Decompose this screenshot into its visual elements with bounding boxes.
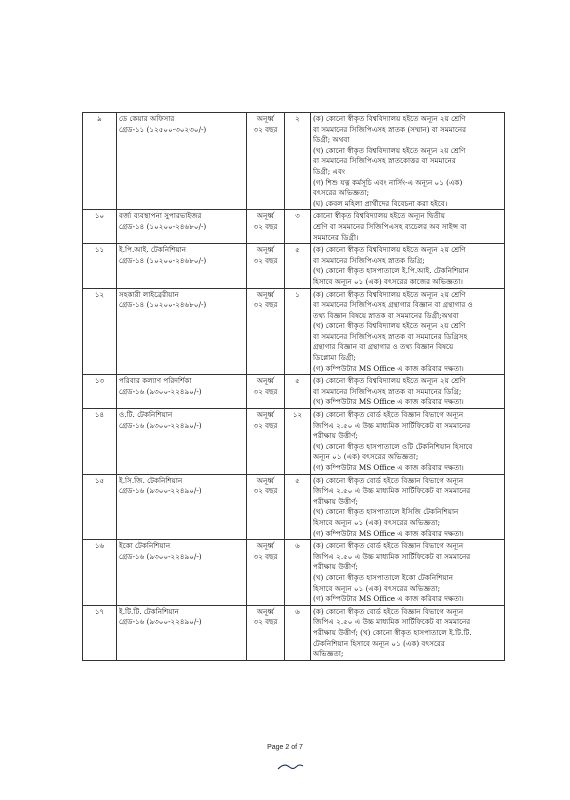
cell-line: ৩২ বছর — [253, 124, 278, 134]
cell-line: বা সমমানের সিজিপিএসহ স্নাতক বা সমমানের ডিগ্রিসহ — [313, 331, 468, 341]
table-row — [83, 540, 505, 606]
cell-line: পরীক্ষায় উত্তীর্ণ; — [313, 496, 358, 506]
cell-line: বৎসরের অভিজ্ঞতা; — [313, 188, 370, 198]
cell-line: (ঘ) কেবল মহিলা প্রার্থীদের বিবেচনা করা হইবে। — [313, 198, 448, 208]
job-requirements-table — [82, 112, 505, 661]
cell-line: ডে কেয়ার অফিসার — [119, 114, 175, 123]
cell-line: গ্রেড-১৬ (৯৩০০-২২৪৯০/-) — [119, 551, 202, 561]
cell-line: গ্রেড-১৪ (১০২০০-২৪৬৮০/-) — [119, 300, 207, 310]
table-row — [83, 210, 505, 244]
cell-line: গ্রেড-১৬ (৯৩০০-২২৪৯০/-) — [119, 617, 202, 627]
cell-line: বা সমমানের সিজিপিএসহ স্নাতক ডিগ্রি; — [313, 255, 425, 265]
cell-line: ডিপ্লোমা ডিগ্রী; — [313, 353, 356, 363]
cell-line: ই.পি.আই. টেকনিশিয়ান — [119, 245, 187, 255]
cell-line: বর্জ্য ব্যবস্থাপনা সুপারভাইজর — [119, 211, 202, 221]
page-footer: Page 2 of 7 — [267, 744, 303, 751]
cell-line: পরিবার কল্যাণ পরিদর্শিকা — [119, 376, 192, 386]
cell-line: (খ) কোনো স্বীকৃত হাসপাতালে ইকো টেকনিশিয়ান — [313, 572, 454, 582]
cell-line: (গ) কম্পিউটার MS Office এ কাজ করিবার দক্ষতা। — [313, 594, 464, 604]
qualification-cell — [311, 113, 505, 210]
cell-line: বা সমমানের সিজিপিএসহ স্নাতক বা সমমানের ডিগ্রি; — [313, 386, 462, 396]
cell-line: (ক) কোনো স্বীকৃত বিশ্ববিদ্যালয় হইতে অন্যূন ২য় শ্রেণি — [313, 245, 466, 255]
table-row — [83, 288, 505, 375]
cell-line: গ্রেড-১৬ (৯৩০০-২২৪৯০/-) — [119, 386, 202, 396]
cell-line: ইকো টেকনিশিয়ান — [119, 541, 171, 551]
qualification-cell — [311, 540, 505, 606]
cell-line: ৩২ বছর — [253, 551, 278, 561]
cell-line: (গ) শিশু যত্ন কর্মসূচি এবং নার্সিং-এ অন্যূন ০১ (এক) — [313, 177, 463, 187]
cell-line: সহকারী লাইব্রেরীয়ান — [119, 289, 179, 299]
cell-line: ৩২ বছর — [253, 486, 278, 496]
cell-line: জিপিএ ২.৫০ এ উচ্চ মাধ্যমিক সার্টিফিকেট বা সমমানের — [313, 420, 471, 430]
cell-line: (খ) কম্পিউটার MS Office এ কাজ করিবার দক্ষতা। — [313, 397, 464, 407]
cell-line: অনূর্ধ্ব — [256, 245, 275, 255]
table-row — [83, 474, 505, 540]
cell-line: (গ) কম্পিউটার MS Office এ কাজ করিবার দক্ষতা। — [313, 528, 464, 538]
serial-number-cell: ৯ — [83, 113, 117, 210]
cell-line: অনূর্ধ্ব — [256, 475, 275, 485]
age-limit-cell — [247, 474, 285, 540]
cell-line: ৩২ বছর — [253, 221, 278, 231]
cell-line: (ক) কোনো স্বীকৃত বোর্ড হইতে বিজ্ঞান বিভাগে অন্যূন — [313, 475, 464, 485]
cell-line: অনূর্ধ্ব — [256, 211, 275, 221]
cell-line: হিসাবে অন্যূন ০১ (এক) বৎসরের অভিজ্ঞতা; — [313, 517, 441, 527]
age-limit-cell — [247, 288, 285, 375]
cell-line: জিপিএ ২.৫০ এ উচ্চ মাধ্যমিক সার্টিফিকেট বা সমমানের — [313, 551, 471, 561]
age-limit-cell — [247, 540, 285, 606]
cell-line: ডিগ্রী; এবং — [313, 166, 346, 176]
age-limit-cell — [247, 409, 285, 475]
serial-number-cell: ১২ — [83, 288, 117, 375]
post-count-cell: ৬ — [285, 540, 311, 606]
cell-line: পরীক্ষায় উত্তীর্ণ; — [313, 562, 358, 572]
table-row — [83, 113, 505, 210]
cell-line: (গ) কম্পিউটার MS Office এ কাজ করিবার দক্ষতা। — [313, 463, 464, 472]
cell-line: (খ) কোনো স্বীকৃত বিশ্ববিদ্যালয় হইতে অন্যূন ২য় শ্রেণি — [313, 145, 466, 155]
post-name-cell — [117, 210, 247, 244]
post-name-cell — [117, 409, 247, 475]
age-limit-cell — [247, 210, 285, 244]
cell-line: (ক) কোনো স্বীকৃত বিশ্ববিদ্যালয় হইতে অন্যূন ২য় শ্রেণি — [313, 376, 466, 386]
post-count-cell: ৬ — [285, 605, 311, 660]
cell-line: ও.টি. টেকনিশিয়ান — [119, 410, 173, 420]
cell-line: সমমানের ডিগ্রী। — [313, 232, 359, 242]
cell-line: গ্রেড-১৪ (১০২০০-২৪৬৮০/-) — [119, 255, 207, 265]
cell-line: জিপিএ ২.৫০ এ উচ্চ মাধ্যমিক সার্টিফিকেট বা সমমানের — [313, 617, 471, 627]
cell-line: ডিগ্রী; অথবা — [313, 135, 350, 145]
cell-line: গ্রেড-১৪ (১০২০০-২৪৬৮০/-) — [119, 221, 207, 231]
cell-line: ৩২ বছর — [253, 617, 278, 627]
post-name-cell — [117, 540, 247, 606]
qualification-cell — [311, 605, 505, 660]
post-count-cell: ২ — [285, 113, 311, 210]
cell-line: (গ) কম্পিউটার MS Office এ কাজ করিবার দক্ষতা। — [313, 363, 464, 373]
serial-number-cell: ১৪ — [83, 409, 117, 475]
cell-line: হিসাবে অন্যূন ০১ (এক) বৎসরের কাজের অভিজ্ঞতা। — [313, 276, 463, 286]
cell-line: জিপিএ ২.৫০ এ উচ্চ মাধ্যমিক সার্টিফিকেট বা সমমানের — [313, 486, 471, 496]
serial-number-cell: ১১ — [83, 244, 117, 288]
cell-line: অনূর্ধ্ব — [256, 376, 275, 386]
table-row — [83, 409, 505, 475]
cell-line: হিসাবে অন্যূন ০১ (এক) বৎসরের অভিজ্ঞতা; — [313, 583, 441, 593]
cell-line: (ক) কোনো স্বীকৃত বিশ্ববিদ্যালয় হইতে অন্যূন ২য় শ্রেণি — [313, 289, 466, 299]
cell-line: গ্রন্থাগার বিজ্ঞান বা গ্রন্থাগার ও তথ্য বিজ্ঞান বিষয়ে — [313, 342, 454, 352]
qualification-cell — [311, 375, 505, 409]
cell-line: ই.টি.টি. টেকনিশিয়ান — [119, 606, 179, 616]
cell-line: (ক) কোনো স্বীকৃত বোর্ড হইতে বিজ্ঞান বিভাগে অন্যূন — [313, 606, 464, 616]
cell-line: কোনো স্বীকৃত বিশ্ববিদ্যালয় হইতে অন্যূন দ্বিতীয় — [313, 211, 446, 221]
cell-line: বা সমমানের সিজিপিএসহ স্নাতকোত্তর বা সমমানের — [313, 156, 456, 166]
qualification-cell — [311, 288, 505, 375]
cell-line: (খ) কোনো স্বীকৃত হাসপাতালে ওটি টেকনিশিয়ান হিসাবে — [313, 441, 473, 451]
age-limit-cell — [247, 113, 285, 210]
qualification-cell — [311, 474, 505, 540]
cell-line: শ্রেণি বা সমমানের সিজিপিএসহ ব্যচেলর অব সাইন্স বা — [313, 221, 467, 231]
age-limit-cell — [247, 375, 285, 409]
post-name-cell — [117, 288, 247, 375]
serial-number-cell: ১৬ — [83, 540, 117, 606]
qualification-cell — [311, 409, 505, 475]
post-count-cell: ১২ — [285, 409, 311, 475]
cell-line: ৩২ বছর — [253, 300, 278, 310]
post-count-cell: ৫ — [285, 375, 311, 409]
cell-line: ৩২ বছর — [253, 255, 278, 265]
cell-line: বা সমমানের সিজিপিএসহ গ্রন্থাগার বিজ্ঞান বা গ্রন্থাগার ও — [313, 300, 473, 310]
cell-line: (ক) কোনো স্বীকৃত বোর্ড হইতে বিজ্ঞান বিভাগে অন্যূন — [313, 410, 464, 420]
post-name-cell — [117, 244, 247, 288]
cell-line: (খ) কোনো স্বীকৃত হাসপাতালে ই.পি.আই. টেকনিশিয়ান — [313, 266, 469, 276]
cell-line: অনূর্ধ্ব — [256, 410, 275, 420]
cell-line: (ক) কোনো স্বীকৃত বোর্ড হইতে বিজ্ঞান বিভাগে অন্যূন — [313, 541, 464, 551]
age-limit-cell — [247, 605, 285, 660]
table-row — [83, 244, 505, 288]
cell-line: গ্রেড-১৬ (৯৩০০-২২৪৯০/-) — [119, 420, 202, 430]
signature-mark — [276, 760, 304, 774]
cell-line: অনূর্ধ্ব — [256, 114, 275, 123]
post-name-cell — [117, 113, 247, 210]
serial-number-cell: ১০ — [83, 210, 117, 244]
cell-line: টেকনিশিয়ান হিসাবে অন্যূন ০১ (এক) বৎসরের — [313, 638, 445, 648]
post-count-cell: ৫ — [285, 244, 311, 288]
cell-line: পরীক্ষায় উত্তীর্ণ; (খ) কোনো স্বীকৃত হাসপাতালে ই.টি.টি. — [313, 627, 472, 637]
cell-line: (ক) কোনো স্বীকৃত বিশ্ববিদ্যালয় হইতে অন্যূন ২য় শ্রেণি — [313, 114, 466, 123]
serial-number-cell: ১৭ — [83, 605, 117, 660]
serial-number-cell: ১৩ — [83, 375, 117, 409]
cell-line: (খ) কোনো স্বীকৃত হাসপাতালে ইসিজি টেকনিশিয়ান — [313, 507, 459, 517]
cell-line: ই.সি.জি. টেকনিশিয়ান — [119, 475, 183, 485]
qualification-cell — [311, 210, 505, 244]
post-name-cell — [117, 605, 247, 660]
cell-line: গ্রেড-১১ (১২৫০০-৩০২৩০/-) — [119, 124, 207, 134]
age-limit-cell — [247, 244, 285, 288]
qualification-cell — [311, 244, 505, 288]
cell-line: বা সমমানের সিজিপিএসহ স্নাতক (সম্মান) বা সমমানের — [313, 124, 467, 134]
cell-line: অনূর্ধ্ব — [256, 606, 275, 616]
post-name-cell — [117, 474, 247, 540]
cell-line: ৩২ বছর — [253, 386, 278, 396]
serial-number-cell: ১৫ — [83, 474, 117, 540]
cell-line: পরীক্ষায় উত্তীর্ণ; — [313, 431, 358, 441]
cell-line: অভিজ্ঞতা; — [313, 649, 344, 659]
cell-line: অনূর্ধ্ব — [256, 541, 275, 551]
cell-line: (খ) কোনো স্বীকৃত বিশ্ববিদ্যালয় হইতে অন্যূন ২য় শ্রেণি — [313, 321, 466, 331]
cell-line: তথ্য বিজ্ঞান বিষয়ে স্নাতক বা সমমানের ডিগ্রী;অথবা — [313, 310, 459, 320]
cell-line: অন্যূন ০১ (এক) বৎসরের অভিজ্ঞতা; — [313, 452, 419, 462]
cell-line: অনূর্ধ্ব — [256, 289, 275, 299]
cell-line: গ্রেড-১৬ (৯৩০০-২২৪৯০/-) — [119, 486, 202, 496]
table-row — [83, 605, 505, 660]
post-count-cell: ৫ — [285, 474, 311, 540]
post-name-cell — [117, 375, 247, 409]
cell-line: ৩২ বছর — [253, 420, 278, 430]
post-count-cell: ৩ — [285, 210, 311, 244]
table-row — [83, 375, 505, 409]
post-count-cell: ১ — [285, 288, 311, 375]
